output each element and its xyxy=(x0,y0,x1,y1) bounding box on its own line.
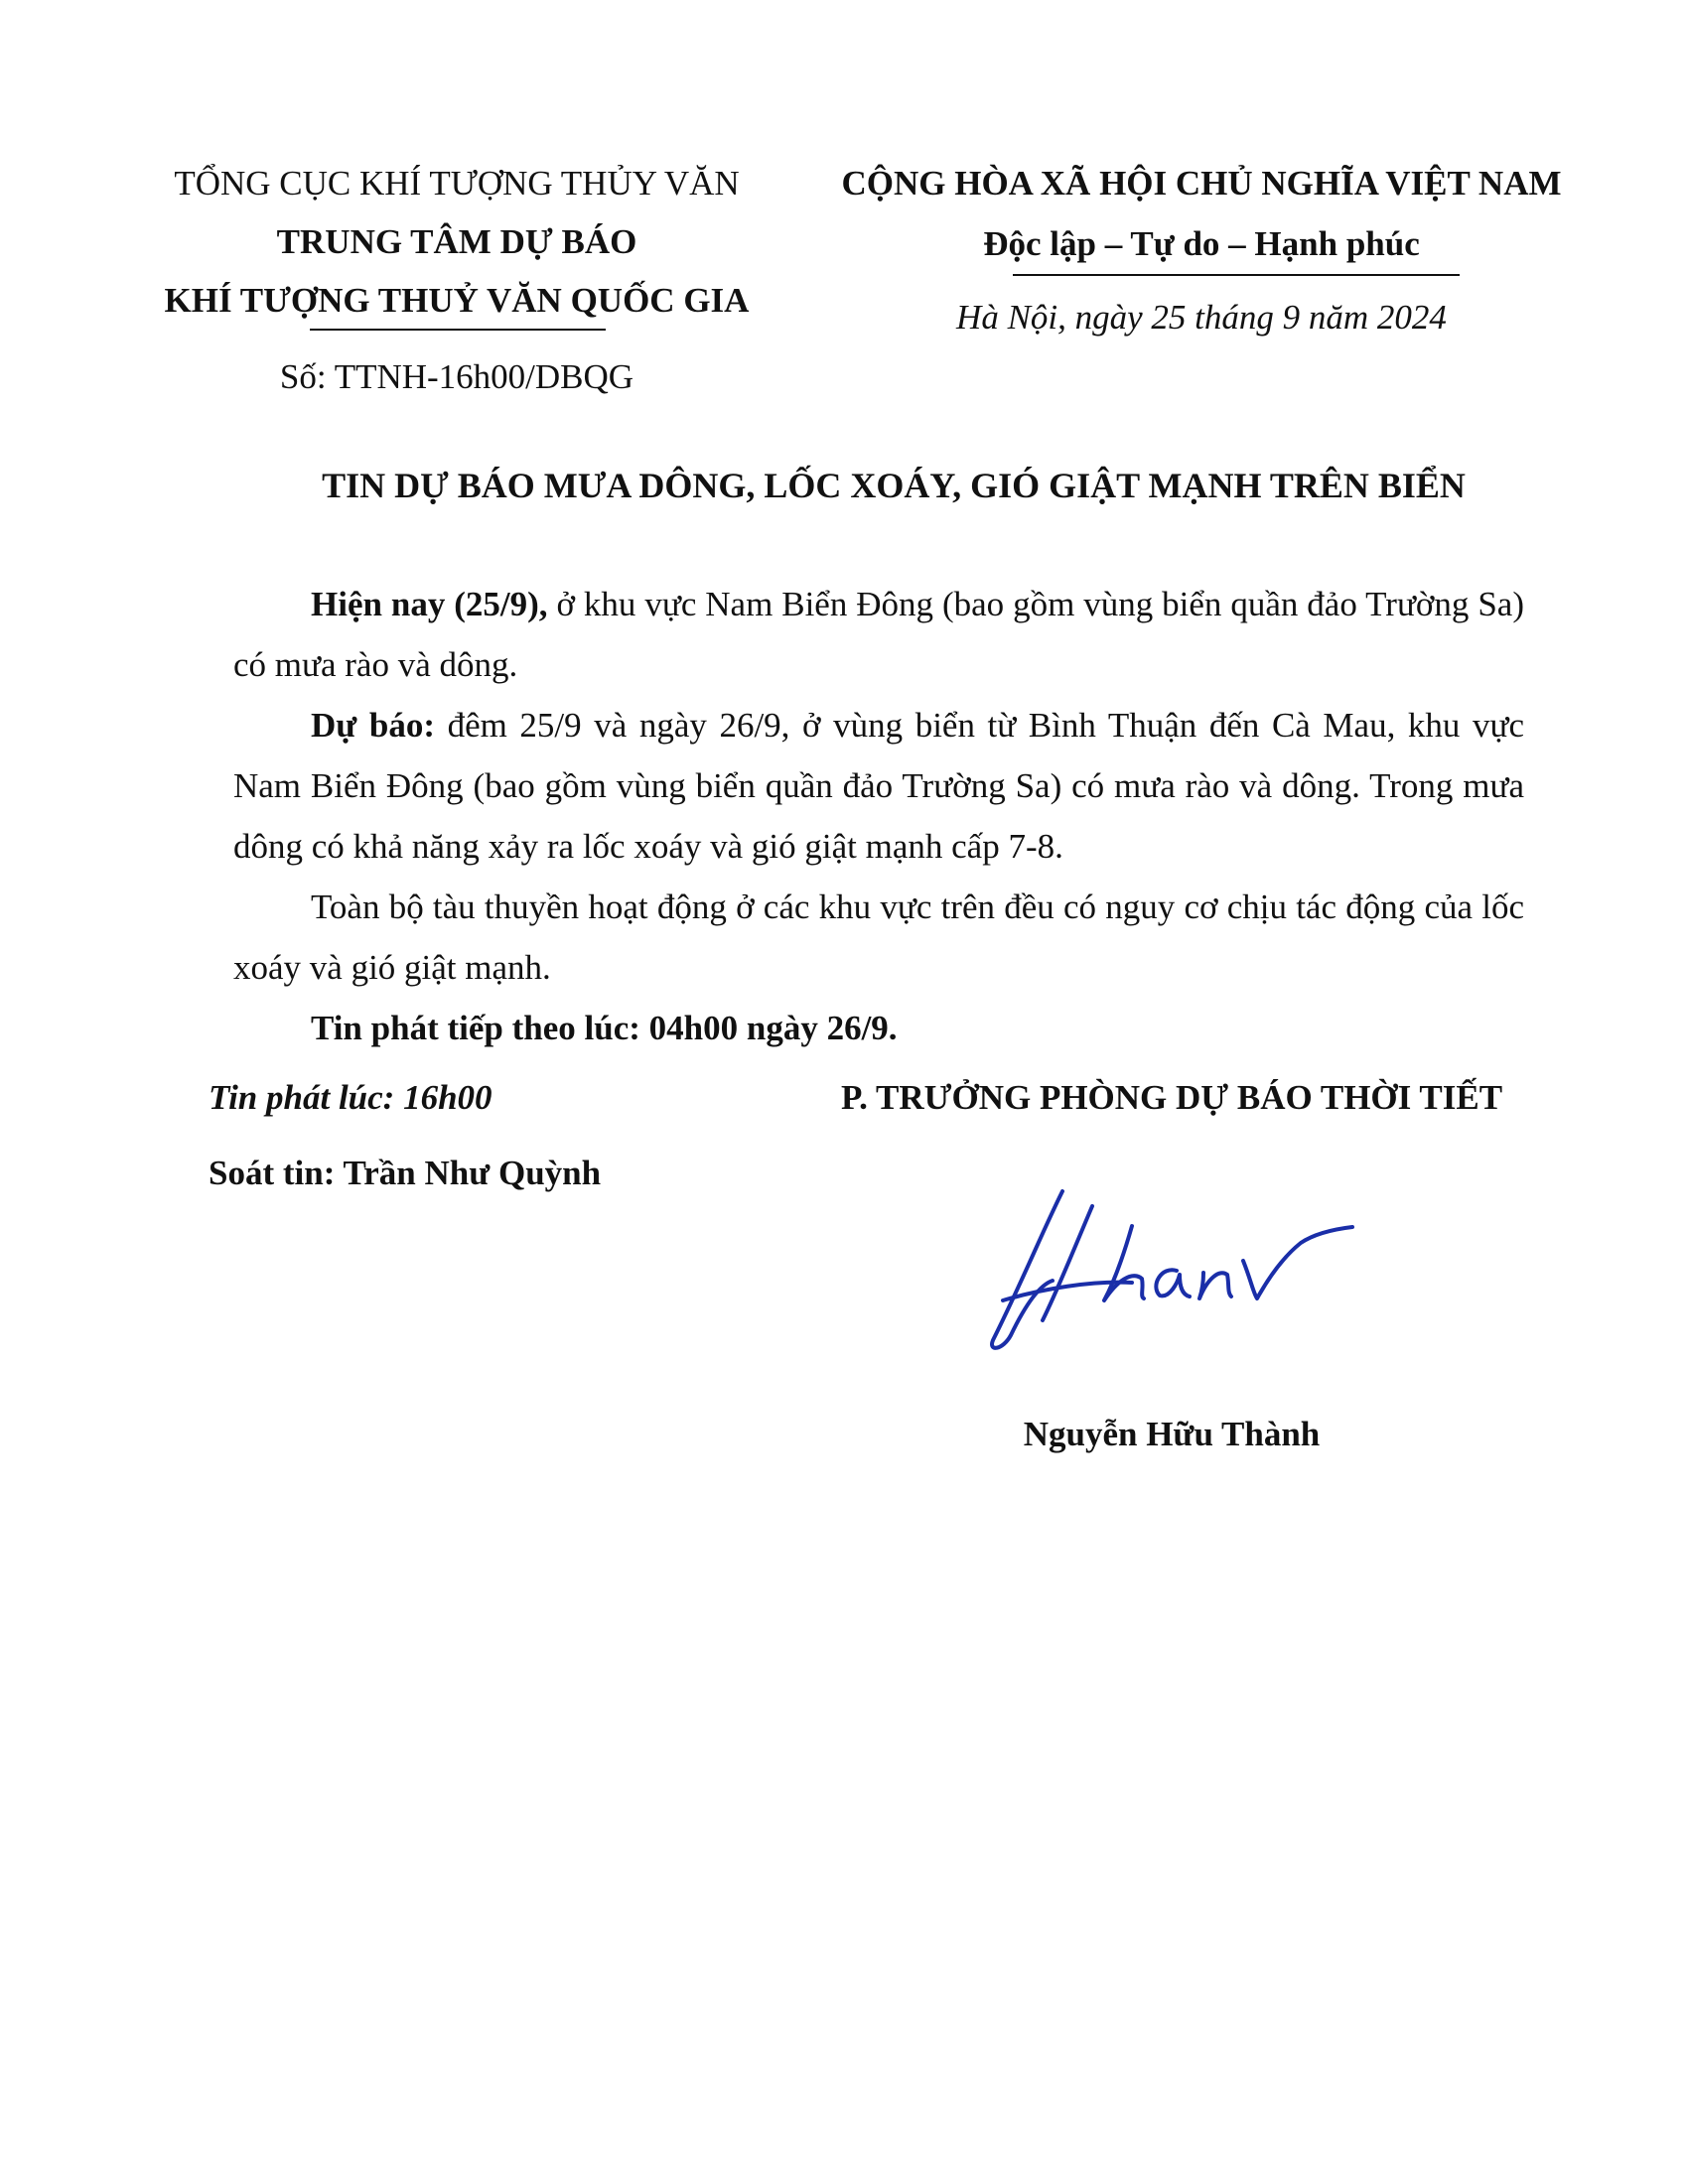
country-name: CỘNG HÒA XÃ HỘI CHỦ NGHĨA VIỆT NAM xyxy=(841,164,1562,203)
document-number: Số: TTNH-16h00/DBQG xyxy=(279,357,634,396)
header-left-divider xyxy=(310,329,606,331)
paragraph-forecast-lead: Dự báo: xyxy=(311,706,435,745)
agency-name: TỔNG CỤC KHÍ TƯỢNG THỦY VĂN xyxy=(174,164,740,203)
paragraph-forecast xyxy=(233,695,1524,877)
header-right-divider xyxy=(1013,274,1460,276)
document-title: TIN DỰ BÁO MƯA DÔNG, LỐC XOÁY, GIÓ GIẬT MẠNH TRÊN BIỂN xyxy=(322,466,1466,505)
center-name-line1: TRUNG TÂM DỰ BÁO xyxy=(276,222,637,261)
paragraph-next-bulletin xyxy=(233,998,1524,1058)
reviewer: Soát tin: Trần Như Quỳnh xyxy=(209,1154,602,1192)
place-date: Hà Nội, ngày 25 tháng 9 năm 2024 xyxy=(956,298,1447,337)
center-name-line2: KHÍ TƯỢNG THUỶ VĂN QUỐC GIA xyxy=(164,281,750,320)
signer-title: P. TRƯỞNG PHÒNG DỰ BÁO THỜI TIẾT xyxy=(840,1078,1503,1117)
signature xyxy=(983,1171,1380,1370)
signature-graphic xyxy=(983,1171,1380,1370)
paragraph-warning xyxy=(233,877,1524,998)
national-motto: Độc lập – Tự do – Hạnh phúc xyxy=(983,224,1420,263)
signer-name: Nguyễn Hữu Thành xyxy=(1023,1415,1321,1453)
paragraph-forecast-text: đêm 25/9 và ngày 26/9, ở vùng biển từ Bình Thuận đến Cà Mau, khu vực Nam Biển Đông (bao gồm vùng biển quần đảo Trường Sa) có mưa rào và dông. Trong mưa dông có khả năng xảy ra lốc xoáy và gió giật mạnh cấp 7-8. xyxy=(233,706,1524,866)
paragraph-current-lead: Hiện nay (25/9), xyxy=(311,585,548,623)
paragraph-current xyxy=(233,574,1524,695)
paragraph-warning-text: Toàn bộ tàu thuyền hoạt động ở các khu vực trên đều có nguy cơ chịu tác động của lốc xoáy và gió giật mạnh. xyxy=(233,887,1524,987)
next-bulletin-text: Tin phát tiếp theo lúc: 04h00 ngày 26/9. xyxy=(311,1009,898,1047)
issued-at: Tin phát lúc: 16h00 xyxy=(209,1078,492,1117)
paragraph-current-text: ở khu vực Nam Biển Đông (bao gồm vùng biển quần đảo Trường Sa) có mưa rào và dông. xyxy=(233,585,1524,684)
